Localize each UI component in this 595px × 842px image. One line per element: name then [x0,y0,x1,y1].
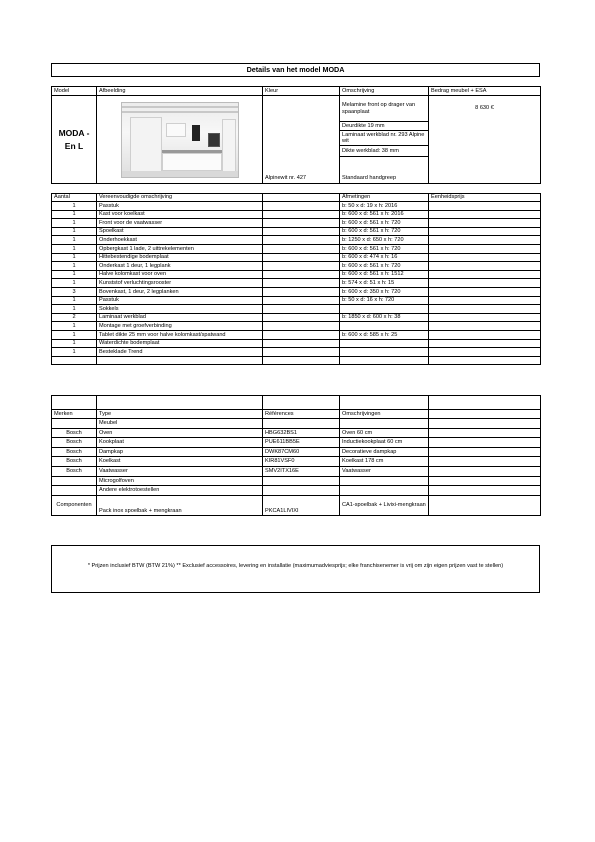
blank-cell [97,396,263,410]
item-unit-price [429,313,541,322]
item-qty: 2 [52,313,97,322]
item-unit-price [429,210,541,219]
item-row [52,227,541,236]
appliance-description: Inductiekookplaat 60 cm [340,438,429,448]
item-unit-price [429,253,541,262]
item-dimensions: b: 600 x d: 561 x h: 1512 [340,270,429,279]
item-description: Laminaat werkblad [97,313,263,322]
item-blank [263,330,340,339]
item-qty: 1 [52,219,97,228]
item-description: Tablet dikte 25 mm voor halve kolomkast/spatwand [97,330,263,339]
item-blank [263,313,340,322]
item-description: Front voor de vaatwasser [97,219,263,228]
blank-cell [429,419,541,429]
item-blank [263,279,340,288]
item-blank [263,270,340,279]
item-row [52,244,541,253]
photo-floor [122,171,238,177]
item-qty: 1 [52,270,97,279]
item-description: Kunststof verluchtingsrooster [97,279,263,288]
photo-upper-cabinet [166,123,186,137]
item-unit-price [429,322,541,331]
item-unit-price [429,348,541,357]
item-qty: 1 [52,262,97,271]
appliance-row [52,447,541,457]
item-dimensions: b: 600 x d: 561 x h: 720 [340,244,429,253]
item-qty: 1 [52,210,97,219]
item-row [52,270,541,279]
item-blank [263,210,340,219]
appliance-brand: Bosch [52,466,97,476]
appliance-reference: PUE611BB5E [263,438,340,448]
item-qty: 1 [52,244,97,253]
col-header-blank [263,194,340,202]
item-dimensions: b: 574 x d: 51 x h: 15 [340,279,429,288]
appliance-description [340,419,429,429]
item-qty: 1 [52,236,97,245]
item-blank [263,262,340,271]
item-description: Montage met groefverbinding [97,322,263,331]
appliance-type: Meubel [97,419,263,429]
item-blank [263,227,340,236]
item-row [52,219,541,228]
item-unit-price [429,305,541,314]
appliance-row [52,486,541,496]
item-dimensions: b: 50 x d: 16 x h: 720 [340,296,429,305]
item-dimensions [340,339,429,348]
kitchen-photo-cell [97,96,263,184]
appliance-reference: PKCA1LIVIXI [263,495,340,515]
item-blank [263,296,340,305]
appliance-row [52,438,541,448]
col-header-references: Références [263,410,340,419]
item-dimensions: b: 1850 x d: 600 x h: 38 [340,313,429,322]
item-qty: 1 [52,227,97,236]
appliance-type: Kookplaat [97,438,263,448]
item-description: Passtuk [97,202,263,211]
item-unit-price [429,330,541,339]
appliance-type: Vaatwasser [97,466,263,476]
appliance-description [340,476,429,486]
item-description: Besteklade Trend [97,348,263,357]
item-dimensions [340,305,429,314]
appliance-reference [263,419,340,429]
item-dimensions: b: 1250 x d: 650 x h: 720 [340,236,429,245]
photo-cabinet [130,117,162,175]
item-description: Onderkast 1 deur, 1 legplank [97,262,263,271]
appliance-row [52,466,541,476]
item-description: Halve kolomkast voor oven [97,270,263,279]
blank-cell [429,396,541,410]
appliance-row [52,419,541,429]
photo-ceiling-beam [122,106,238,108]
appliance-brand [52,419,97,429]
omschrijving-line: Deurdikte 19 mm [340,122,429,131]
item-qty: 1 [52,322,97,331]
blank-cell [263,396,340,410]
appliance-description [340,486,429,496]
photo-tall-cabinet [222,119,236,175]
footer-note: * Prijzen inclusief BTW (BTW 21%) ** Exclusief accessoires, levering en installatie (maximumadviesprijs; elke franchisenemer is vrij om zijn eigen prijzen vast te stellen) [51,545,540,593]
item-blank [263,219,340,228]
item-qty: 1 [52,330,97,339]
appliance-row [52,428,541,438]
item-unit-price [429,339,541,348]
blank-cell [429,356,541,364]
item-row [52,202,541,211]
appliance-brand [52,476,97,486]
appliance-type: Andere elektrotoestellen [97,486,263,496]
item-unit-price [429,287,541,296]
item-dimensions: b: 600 x d: 350 x h: 720 [340,287,429,296]
item-unit-price [429,236,541,245]
omschrijving-line: Standaard handgreep [340,157,429,184]
col-header-kleur: Kleur [263,87,340,96]
appliance-type: Pack inox spoelbak + mengkraan [97,495,263,515]
item-blank [263,287,340,296]
item-dimensions: b: 50 x d: 19 x h: 2016 [340,202,429,211]
item-unit-price [429,202,541,211]
price-cell [429,96,541,184]
item-row [52,330,541,339]
model-table [51,86,541,184]
appliance-brand: Bosch [52,447,97,457]
model-name: MODA - En L [52,96,97,184]
item-dimensions: b: 600 x d: 474 x h: 16 [340,253,429,262]
item-dimensions: b: 600 x d: 561 x h: 720 [340,262,429,271]
omschrijving-line: Laminaat werkblad nr. 293 Alpine wit [340,131,429,146]
item-unit-price [429,219,541,228]
blank-cell [429,476,541,486]
blank-cell [429,495,541,515]
col-header-omschrijving: Vereenvoudigde omschrijving [97,194,263,202]
item-description: Bovenkast, 1 deur, 2 legplanken [97,287,263,296]
item-qty: 1 [52,339,97,348]
col-header-type: Type [97,410,263,419]
blank-cell [429,486,541,496]
item-description: Sokkels [97,305,263,314]
appliance-type: Oven [97,428,263,438]
appliance-description: Vaatwasser [340,466,429,476]
item-qty: 1 [52,348,97,357]
appliance-description: Koelkast 178 cm [340,457,429,467]
blank-cell [263,356,340,364]
appliance-type: Microgolfoven [97,476,263,486]
item-qty: 1 [52,253,97,262]
blank-cell [429,447,541,457]
price-value: 8 630 € [475,105,494,111]
appliances-table [51,395,541,516]
appliance-type: Koelkast [97,457,263,467]
omschrijving-line: Dikte werkblad: 38 mm [340,146,429,157]
item-row [52,236,541,245]
blank-cell [97,356,263,364]
col-header-afmetingen: Afmetingen [340,194,429,202]
photo-hood [192,125,200,141]
item-dimensions: b: 600 x d: 561 x h: 2016 [340,210,429,219]
photo-ceiling-beam [122,111,238,113]
blank-cell [429,466,541,476]
item-description: Onderhoekkast [97,236,263,245]
item-blank [263,348,340,357]
item-description: Waterdichte bodemplaat [97,339,263,348]
item-description: Hittebestendige bodemplaat [97,253,263,262]
appliance-description: CA1-spoelbak + Livixi-mengkraan [340,495,429,515]
col-header-omschrijving: Omschrijving [340,87,429,96]
appliance-row [52,457,541,467]
blank-cell [429,438,541,448]
blank-cell [340,356,429,364]
item-dimensions: b: 600 x d: 585 x h: 25 [340,330,429,339]
appliance-reference [263,486,340,496]
blank-cell [340,396,429,410]
item-row [52,262,541,271]
item-unit-price [429,296,541,305]
appliance-row [52,476,541,486]
item-row [52,253,541,262]
appliance-row [52,495,541,515]
appliance-reference: HBG632BS1 [263,428,340,438]
item-row [52,279,541,288]
item-unit-price [429,244,541,253]
col-header-omschrijvingen: Omschrijvingen [340,410,429,419]
item-row [52,322,541,331]
col-header-model: Model [52,87,97,96]
appliance-reference: DWK87CM60 [263,447,340,457]
item-qty: 3 [52,287,97,296]
item-row [52,210,541,219]
item-unit-price [429,227,541,236]
item-blank [263,253,340,262]
item-row [52,287,541,296]
appliance-reference: KIR81VSF0 [263,457,340,467]
appliance-description: Oven 60 cm [340,428,429,438]
appliance-type: Dampkap [97,447,263,457]
appliance-brand [52,486,97,496]
item-blank [263,339,340,348]
col-header-afbeelding: Afbeelding [97,87,263,96]
photo-oven [208,133,220,147]
blank-cell [429,428,541,438]
appliance-reference [263,476,340,486]
item-description: Spoelkast [97,227,263,236]
items-table [51,193,541,365]
photo-base-cabinet [162,153,222,171]
item-qty: 1 [52,305,97,314]
item-description: Passtuk [97,296,263,305]
item-dimensions: b: 600 x d: 561 x h: 720 [340,227,429,236]
item-blank [263,236,340,245]
appliance-description: Decoratieve dampkap [340,447,429,457]
kleur-value: Alpinewit nr. 427 [263,96,340,184]
item-dimensions [340,322,429,331]
blank-cell [429,457,541,467]
col-header-eenheidsprijs: Eenheidsprijs [429,194,541,202]
col-header-merken: Merken [52,410,97,419]
item-row [52,339,541,348]
appliance-reference: SMV2ITX16E [263,466,340,476]
item-blank [263,322,340,331]
blank-cell [52,356,97,364]
appliance-brand: Bosch [52,438,97,448]
omschrijving-line: Melamine front op drager van spaanplaat [340,96,429,122]
appliance-brand: Componenten [52,495,97,515]
item-qty: 1 [52,296,97,305]
item-unit-price [429,279,541,288]
item-qty: 1 [52,279,97,288]
item-row [52,296,541,305]
item-blank [263,202,340,211]
item-dimensions: b: 600 x d: 561 x h: 720 [340,219,429,228]
page-title: Details van het model MODA [51,63,540,77]
item-row-empty [52,356,541,364]
item-dimensions [340,348,429,357]
blank-cell [52,396,97,410]
item-description: Kast voor koelkast [97,210,263,219]
item-blank [263,305,340,314]
kitchen-photo [121,102,239,178]
col-header-bedrag: Bedrag meubel + ESA [429,87,541,96]
item-blank [263,244,340,253]
appliance-brand: Bosch [52,457,97,467]
blank-cell [429,410,541,419]
item-unit-price [429,270,541,279]
item-row [52,313,541,322]
col-header-aantal: Aantal [52,194,97,202]
item-qty: 1 [52,202,97,211]
item-row [52,305,541,314]
item-unit-price [429,262,541,271]
appliance-brand: Bosch [52,428,97,438]
item-description: Opbergkast 1 lade, 2 uittrekelementen [97,244,263,253]
item-row [52,348,541,357]
